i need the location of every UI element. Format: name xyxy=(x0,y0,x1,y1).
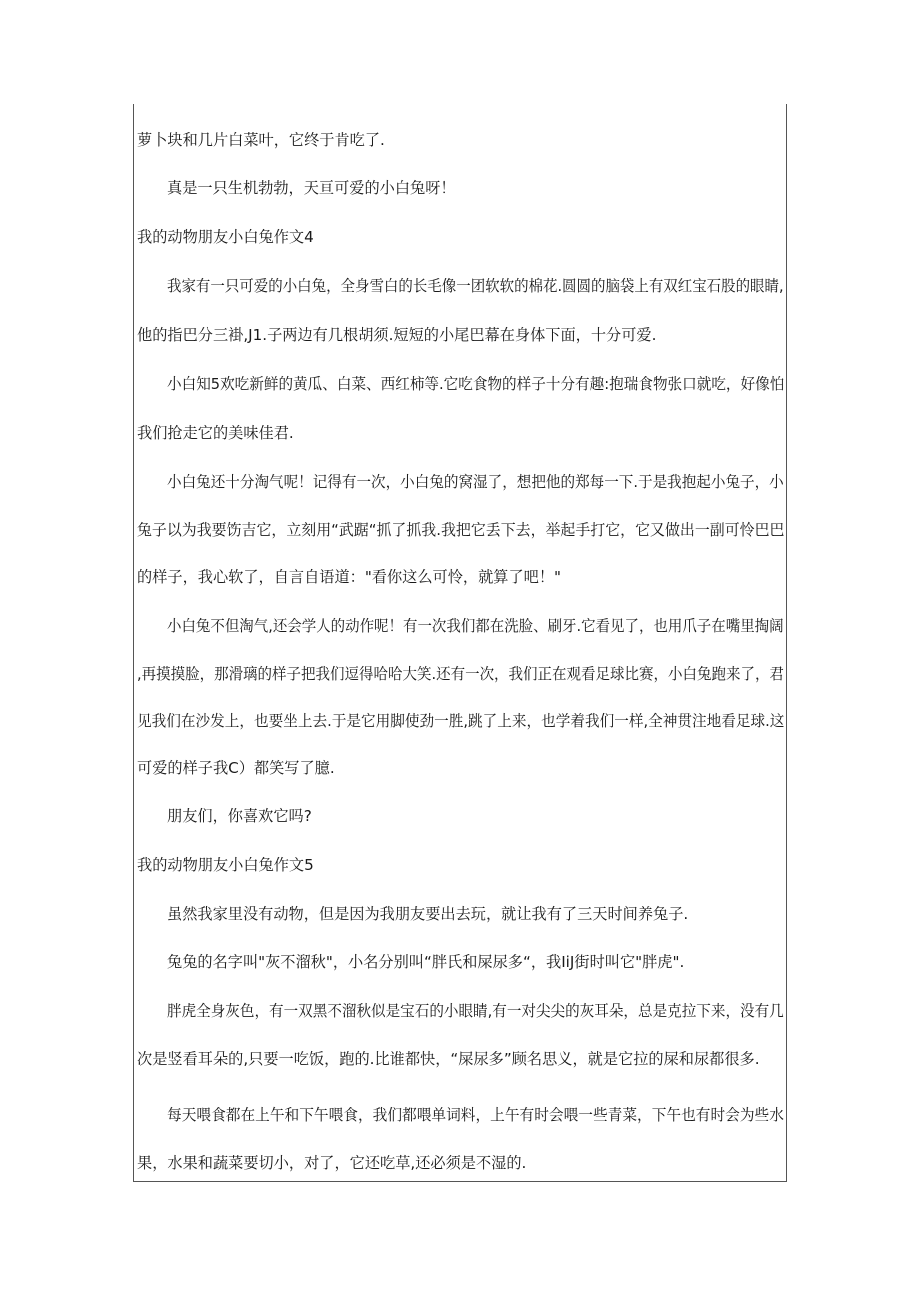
text-line: 小白知5欢吃新鲜的黄瓜、白菜、西红柿等.它吃食物的样子十分有趣:抱瑞食物张口就吃，好像怕 xyxy=(167,375,785,393)
text-line: 每天喂食都在上午和下午喂食，我们都喂单词料，上午有时会喂一些青菜，下午也有时会为些水 xyxy=(167,1106,784,1124)
section-heading: 我的动物朋友小白兔作文5 xyxy=(137,856,314,874)
text-line: 我家有一只可爱的小白兔，全身雪白的长毛像一团软软的棉花.圆圆的脑袋上有双红宝石股的眼睛, xyxy=(167,277,784,295)
text-line: 的样子，我心软了，自言自语道："看你这么可怜，就算了吧！" xyxy=(137,568,562,586)
text-line: 见我们在沙发上，也要坐上去.于是它用脚使劲一胜,跳了上来，也学着我们一样,全神贯注地看足球.这 xyxy=(137,712,785,730)
text-line: 兔子以为我要饬吉它，立刻用“武踞“抓了抓我.我把它丢下去，举起手打它，它又做出一副可怜巴巴 xyxy=(137,521,785,539)
text-line: 他的指巴分三褂,J1.子两边有几根胡须.短短的小尾巴幕在身体下面，十分可爱. xyxy=(137,326,657,344)
text-line: 我们抢走它的美味佳君. xyxy=(137,424,294,442)
text-line: ,再摸摸脸，那滑璃的样子把我们逗得哈哈大笑.还有一次，我们正在观看足球比赛，小白兔跑来了，君 xyxy=(137,665,784,683)
text-line: 次是竖看耳朵的,只要一吃饭，跑的.比谁都快，“屎尿多”顾名思义，就是它拉的屎和尿都很多. xyxy=(137,1050,760,1068)
text-line: 真是一只生机勃勃，天亘可爱的小白兔呀！ xyxy=(167,179,456,197)
text-line: 可爱的样子我C）都笑写了臆. xyxy=(137,759,335,777)
text-line: 小白兔还十分淘气呢！记得有一次，小白兔的窝湿了，想把他的郑每一下.于是我抱起小兔子，小 xyxy=(167,473,784,491)
text-line: 萝卜块和几片白菜叶，它终于肯吃了. xyxy=(137,131,385,149)
text-line: 虽然我家里没有动物，但是因为我朋友要出去玩，就让我有了三天时间养兔子. xyxy=(167,905,689,923)
text-line: 果，水果和蔬菜要切小，对了，它还吃草,还必须是不湿的. xyxy=(137,1154,527,1172)
text-line: 胖虎全身灰色，有一双黑不溜秋似是宝石的小眼睛,有一对尖尖的灰耳朵，总是克拉下来，没有几 xyxy=(167,1002,784,1020)
text-line: 小白兔不但淘气,还会学人的动作呢！有一次我们都在洗脸、刷牙.它看见了，也用爪子在嘴里掏阔 xyxy=(167,617,784,635)
text-line: 兔兔的名字叫"灰不溜秋"，小名分别叫“胖氏和屎尿多“，我IiJ街时叫它"胖虎". xyxy=(167,953,685,971)
section-heading: 我的动物朋友小白兔作文4 xyxy=(137,228,314,246)
text-line: 朋友们，你喜欢它吗? xyxy=(167,807,312,825)
